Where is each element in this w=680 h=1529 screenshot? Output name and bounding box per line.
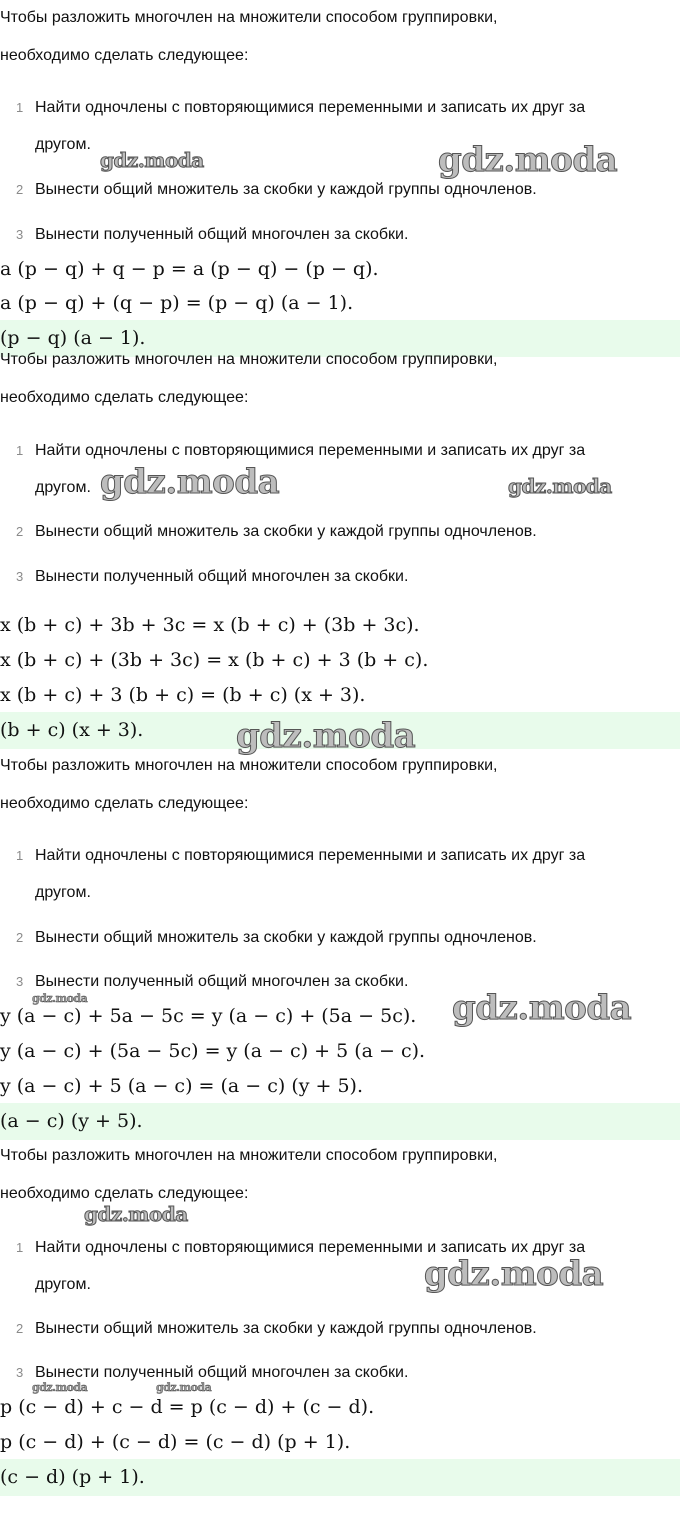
intro-line-2: необходимо сделать следующее: xyxy=(0,795,249,812)
step-number: 3 xyxy=(16,1365,24,1380)
answer-highlight xyxy=(0,1459,680,1496)
math-line: a (p − q) + q − p = a (p − q) − (p − q). xyxy=(0,258,379,280)
step-text: Вынести общий множитель за скобки у каждой группы одночленов. xyxy=(35,181,537,198)
math-line: y (a − c) + 5a − 5c = y (a − c) + (5a − 5c). xyxy=(0,1005,417,1027)
step-number: 1 xyxy=(16,100,24,115)
math-line: x (b + c) + (3b + 3c) = x (b + c) + 3 (b + c). xyxy=(0,649,429,671)
answer-text: (c − d) (p + 1). xyxy=(0,1466,145,1488)
watermark-logo: gdz.moda xyxy=(84,1202,188,1226)
step-number: 3 xyxy=(16,227,24,242)
step-text-wrap: другом. xyxy=(35,479,91,496)
step-number: 2 xyxy=(16,930,24,945)
math-line: p (c − d) + c − d = p (c − d) + (c − d). xyxy=(0,1396,375,1418)
watermark-logo: gdz.moda xyxy=(32,992,88,1005)
step-text: Вынести полученный общий многочлен за скобки. xyxy=(35,973,409,990)
math-line: y (a − c) + (5a − 5c) = y (a − c) + 5 (a − c). xyxy=(0,1040,426,1062)
step-text: Найти одночлены с повторяющимися переменными и записать их друг за xyxy=(35,442,586,459)
step-text-wrap: другом. xyxy=(35,136,91,153)
step-text: Вынести полученный общий многочлен за скобки. xyxy=(35,568,409,585)
step-number: 1 xyxy=(16,1240,24,1255)
intro-line-2: необходимо сделать следующее: xyxy=(0,47,249,64)
step-number: 2 xyxy=(16,182,24,197)
watermark-logo: gdz.moda xyxy=(236,716,416,756)
step-text: Вынести общий множитель за скобки у каждой группы одночленов. xyxy=(35,523,537,540)
watermark-logo: gdz.moda xyxy=(156,1381,212,1394)
step-text-wrap: другом. xyxy=(35,1276,91,1293)
watermark-logo: gdz.moda xyxy=(100,462,280,502)
step-number: 3 xyxy=(16,569,24,584)
intro-line-2: необходимо сделать следующее: xyxy=(0,389,249,406)
math-line: y (a − c) + 5 (a − c) = (a − c) (y + 5). xyxy=(0,1075,364,1097)
step-text: Вынести полученный общий многочлен за скобки. xyxy=(35,226,409,243)
answer-text: (b + c) (x + 3). xyxy=(0,719,144,741)
intro-line-1: Чтобы разложить многочлен на множители способом группировки, xyxy=(0,1147,498,1164)
watermark-logo: gdz.moda xyxy=(424,1254,604,1294)
step-number: 3 xyxy=(16,974,24,989)
step-text: Вынести общий множитель за скобки у каждой группы одночленов. xyxy=(35,929,537,946)
step-number: 1 xyxy=(16,848,24,863)
intro-text xyxy=(0,8,680,64)
answer-text: (a − c) (y + 5). xyxy=(0,1110,143,1132)
watermark-logo: gdz.moda xyxy=(438,140,618,180)
answer-highlight xyxy=(0,1103,680,1140)
step-text: Найти одночлены с повторяющимися переменными и записать их друг за xyxy=(35,99,586,116)
step-text: Вынести полученный общий многочлен за скобки. xyxy=(35,1364,409,1381)
intro-text xyxy=(0,350,680,406)
step-text: Найти одночлены с повторяющимися переменными и записать их друг за xyxy=(35,1239,586,1256)
step-number: 2 xyxy=(16,524,24,539)
intro-line-1: Чтобы разложить многочлен на множители способом группировки, xyxy=(0,9,498,26)
step-text-wrap: другом. xyxy=(35,884,91,901)
intro-line-2: необходимо сделать следующее: xyxy=(0,1185,249,1202)
step-number: 1 xyxy=(16,443,24,458)
watermark-logo: gdz.moda xyxy=(452,988,632,1028)
step-number: 2 xyxy=(16,1321,24,1336)
math-line: x (b + c) + 3 (b + c) = (b + c) (x + 3). xyxy=(0,684,366,706)
intro-line-1: Чтобы разложить многочлен на множители способом группировки, xyxy=(0,351,498,368)
step-text: Найти одночлены с повторяющимися переменными и записать их друг за xyxy=(35,847,586,864)
watermark-logo: gdz.moda xyxy=(32,1381,88,1394)
intro-line-1: Чтобы разложить многочлен на множители способом группировки, xyxy=(0,757,498,774)
watermark-logo: gdz.moda xyxy=(100,148,204,172)
intro-text xyxy=(0,1146,680,1202)
step-text: Вынести общий множитель за скобки у каждой группы одночленов. xyxy=(35,1320,537,1337)
math-line: p (c − d) + (c − d) = (c − d) (p + 1). xyxy=(0,1431,351,1453)
watermark-logo: gdz.moda xyxy=(508,474,612,498)
math-line: a (p − q) + (q − p) = (p − q) (a − 1). xyxy=(0,292,354,314)
answer-text: (p − q) (a − 1). xyxy=(0,327,146,349)
math-line: x (b + c) + 3b + 3c = x (b + c) + (3b + 3c). xyxy=(0,614,420,636)
intro-text xyxy=(0,756,680,812)
